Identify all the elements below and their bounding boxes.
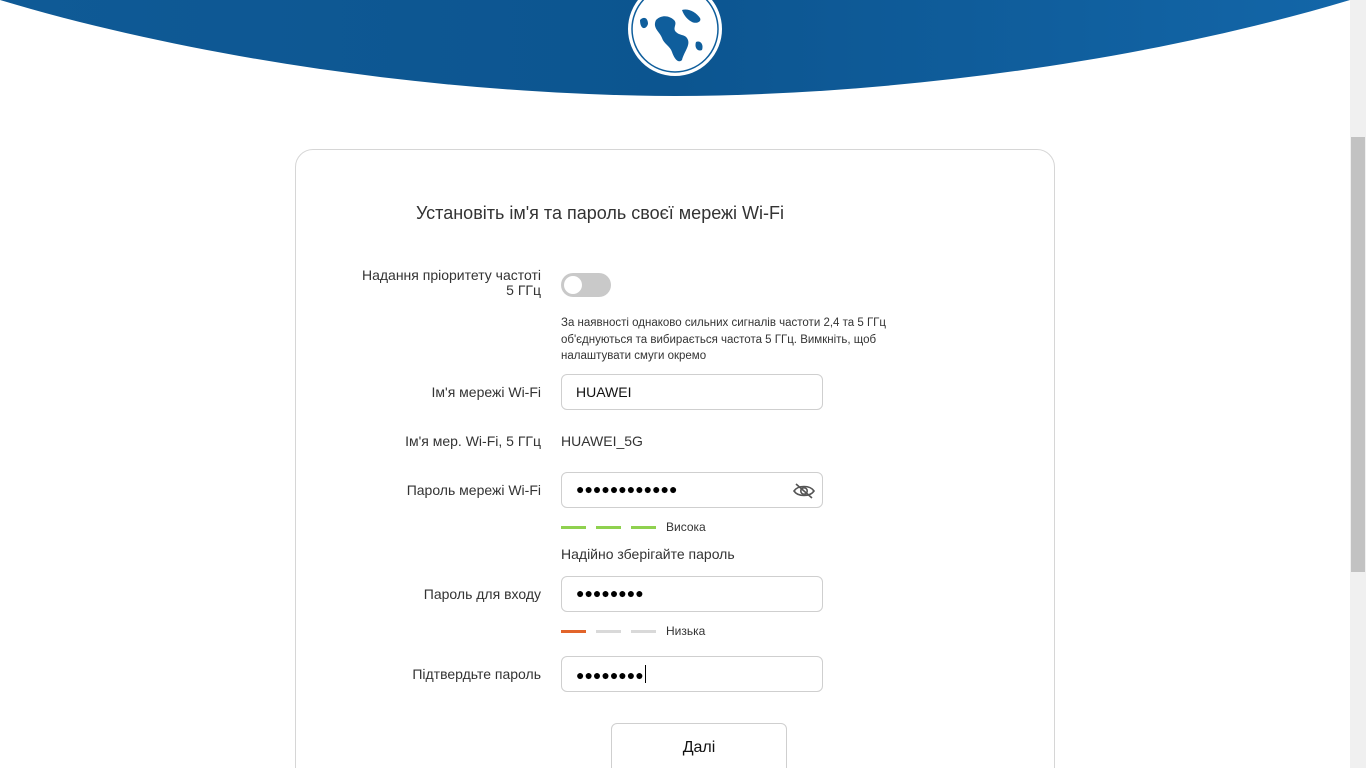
confirm-password-value: ●●●●●●●●	[576, 667, 644, 683]
wifi-password-input[interactable]	[561, 472, 823, 508]
wifi-password-strength-label: Висока	[666, 520, 706, 534]
page-title: Установіть ім'я та пароль своєї мережі Wi-Fi	[415, 203, 785, 223]
priority-5ghz-label	[331, 268, 541, 298]
priority-5ghz-label-line1: Надання пріоритету частоті	[361, 267, 541, 283]
text-caret	[645, 665, 646, 683]
eye-hidden-icon[interactable]	[792, 481, 816, 501]
next-button[interactable]: Далі	[611, 723, 787, 768]
wifi-name-value: HUAWEI	[576, 384, 632, 400]
scrollbar-thumb[interactable]	[1351, 137, 1365, 572]
wifi-password-value: ●●●●●●●●●●●●	[576, 481, 678, 497]
strength-segment	[596, 630, 621, 633]
confirm-password-input[interactable]	[561, 656, 823, 692]
wifi-password-label: Пароль мережі Wi-Fi	[406, 482, 541, 498]
priority-5ghz-toggle[interactable]	[561, 273, 611, 297]
confirm-password-label: Підтвердьте пароль	[412, 666, 541, 682]
login-password-strength-label: Низька	[666, 624, 706, 638]
strength-segment	[561, 630, 586, 633]
strength-segment	[631, 630, 656, 633]
wifi-name-5g-value: HUAWEI_5G	[561, 433, 643, 449]
priority-5ghz-label-line2: 5 ГГц	[506, 282, 541, 298]
login-password-label: Пароль для входу	[423, 586, 541, 602]
strength-segment	[631, 526, 656, 529]
save-password-note: Надійно зберігайте пароль	[561, 546, 735, 562]
wifi-name-input[interactable]	[561, 374, 823, 410]
globe-icon	[626, 0, 724, 78]
toggle-knob	[564, 276, 582, 294]
login-password-value: ●●●●●●●●	[576, 585, 644, 601]
wifi-name-label: Ім'я мережі Wi-Fi	[431, 384, 541, 400]
priority-5ghz-hint: За наявності однаково сильних сигналів частоти 2,4 та 5 ГГц об'єднуються та вибирається частота 5 ГГц. Вимкніть, щоб налаштувати смуги окремо	[561, 317, 886, 362]
wifi-name-5g-label: Ім'я мер. Wi-Fi, 5 ГГц	[405, 433, 541, 449]
strength-segment	[596, 526, 621, 529]
confirm-password-value-wrap	[576, 665, 646, 683]
login-password-input[interactable]	[561, 576, 823, 612]
strength-segment	[561, 526, 586, 529]
page-scrollbar[interactable]	[1350, 0, 1366, 768]
